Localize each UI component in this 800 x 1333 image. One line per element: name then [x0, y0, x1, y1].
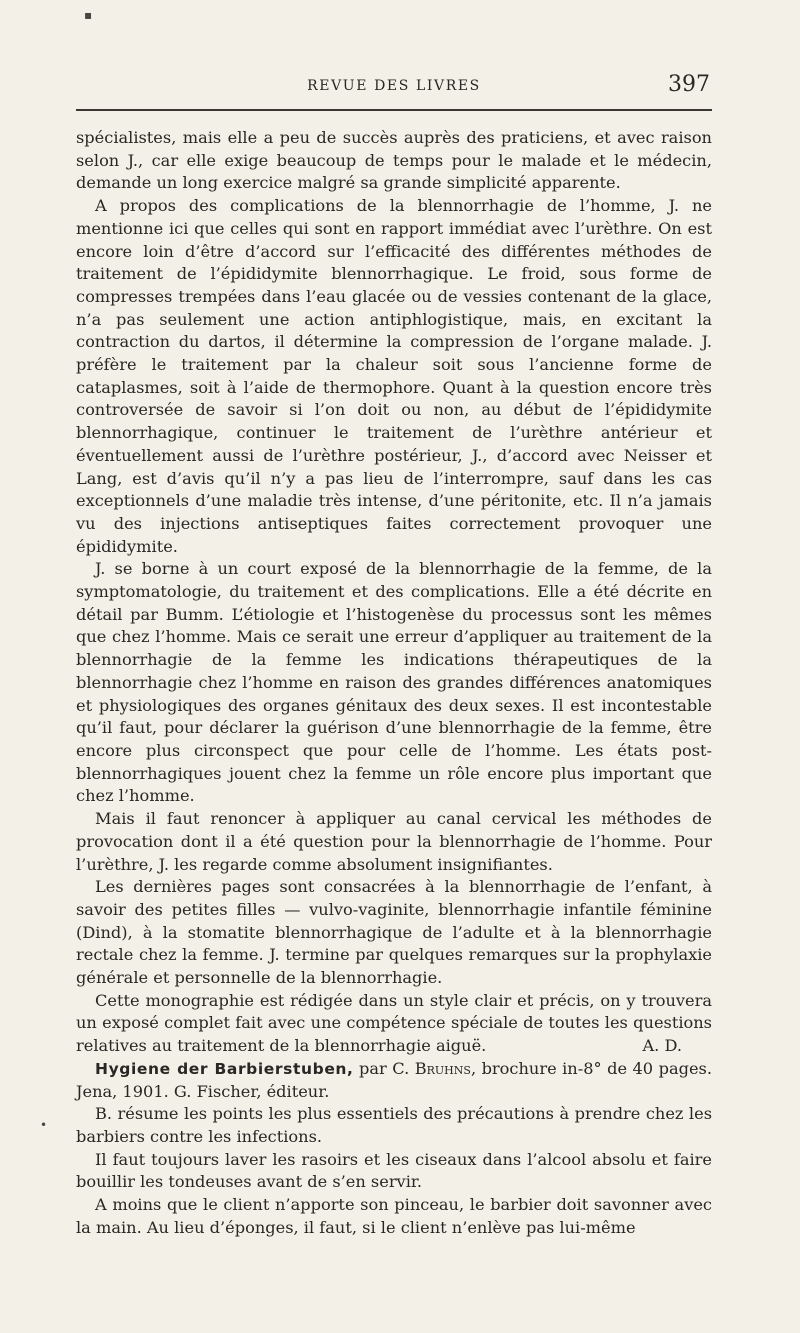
article-body: [76, 127, 712, 1239]
ink-speck-mark: ▪: [84, 8, 93, 22]
paragraph: Les dernières pages sont consacrées à la blennorrhagie de l’enfant, à savoir des petites filles — vulvo-vaginite, blennorrhagie infantile féminine (Dind), à la stomatite blennorrhagique de l’adulte et à la blennorrhagie rectale chez la femme. J. termine par quelques remarques sur la prophylaxie générale et personnelle de la blennorrhagie.: [76, 877, 712, 988]
page-number: 397: [668, 72, 710, 97]
book-title: Hygiene der Barbierstuben,: [95, 1059, 354, 1078]
paragraph: Il faut toujours laver les rasoirs et les ciseaux dans l’alcool absolu et faire bouillir les tondeuses avant de s’en servir.: [76, 1149, 712, 1192]
header-rule: [76, 109, 712, 111]
review-by: par C.: [353, 1058, 415, 1078]
paragraph: J. se borne à un court exposé de la blennorrhagie de la femme, de la symptomatologie, du traitement et des complications. Elle a été décrite en détail par Bumm. L’étiologie et l’histogenèse du processus sont les mêmes que chez l’homme. Mais ce serait une erreur d’appliquer au traitement de la blennorrhagie de la femme les indications thérapeutiques de la blennorrhagie chez l’homme en raison des grandes différences anatomiques et physiologiques des organes génitaux des deux sexes. Il est incontestable qu’il faut, pour déclarer la guérison d’une blennorrhagie de la femme, être encore plus circonspect que pour celle de l’homme. Les états post-blennorrhagiques jouent chez la femme un rôle encore plus important que chez l’homme.: [76, 559, 712, 806]
paragraph: A propos des complications de la blennorrhagie de l’homme, J. ne mentionne ici que celles qui sont en rapport immédiat avec l’urèthre. On est encore loin d’être d’accord sur l’efficacité des différentes méthodes de traitement de l’épididymite blennorrhagique. Le froid, sous forme de compresses trempées dans l’eau glacée ou de vessies contenant de la glace, n’a pas seulement une action antiphlogistique, mais, en excitant la contraction du dartos, il détermine la compression de l’organe malade. J. préfère le traitement par la chaleur soit sous l’ancienne forme de cataplasmes, soit à l’aide de thermophore. Quant à la question encore très controversée de savoir si l’on doit ou non, au début de l’épididymite blennorrhagique, continuer le traitement de l’urèthre antérieur et éventuellement aussi de l’urèthre postérieur, J., d’accord avec Neisser et Lang, est d’avis qu’il n’y a pas lieu de l’interrompre, sauf dans les cas exceptionnels d’une maladie très intense, d’une péritonite, etc. Il n’a jamais vu des injections antiseptiques faites correctement provoquer une épididymite.: [76, 196, 712, 556]
paragraph: spécialistes, mais elle a peu de succès auprès des praticiens, et avec raison selon J., car elle exige beaucoup de temps pour le malade et le médecin, demande un long exercice malgré sa grande simplicité apparente.: [76, 128, 712, 193]
paragraph: B. résume les points les plus essentiels des précautions à prendre chez les barbiers contre les infections.: [76, 1104, 712, 1146]
review-details: , brochure in-8° de 40 pages. Jena, 1901. G. Fischer, éditeur.: [76, 1058, 712, 1101]
ink-speck-mark: •: [40, 1118, 48, 1132]
closing-paragraph: [76, 990, 712, 1058]
review-heading: [76, 1058, 712, 1103]
review-author: Bruhns: [414, 1058, 471, 1078]
paragraph: Mais il faut renoncer à appliquer au canal cervical les méthodes de provocation dont il a été question pour la blennorrhagie de l’homme. Pour l’urèthre, J. les regarde comme absolument insignifiantes.: [76, 809, 712, 874]
running-header: [76, 72, 712, 100]
paragraph: A moins que le client n’apporte son pinceau, le barbier doit savonner avec la main. Au lieu d’éponges, il faut, si le client n’enlève pas lui-même: [76, 1195, 712, 1237]
signature: A. D.: [642, 1036, 682, 1056]
closing-text: Cette monographie est rédigée dans un style clair et précis, on y trouvera un exposé complet fait avec une compétence spéciale de toutes les questions relatives au traitement de la blennorrhagie aiguë.: [76, 990, 712, 1056]
running-title: REVUE DES LIVRES: [307, 78, 481, 94]
